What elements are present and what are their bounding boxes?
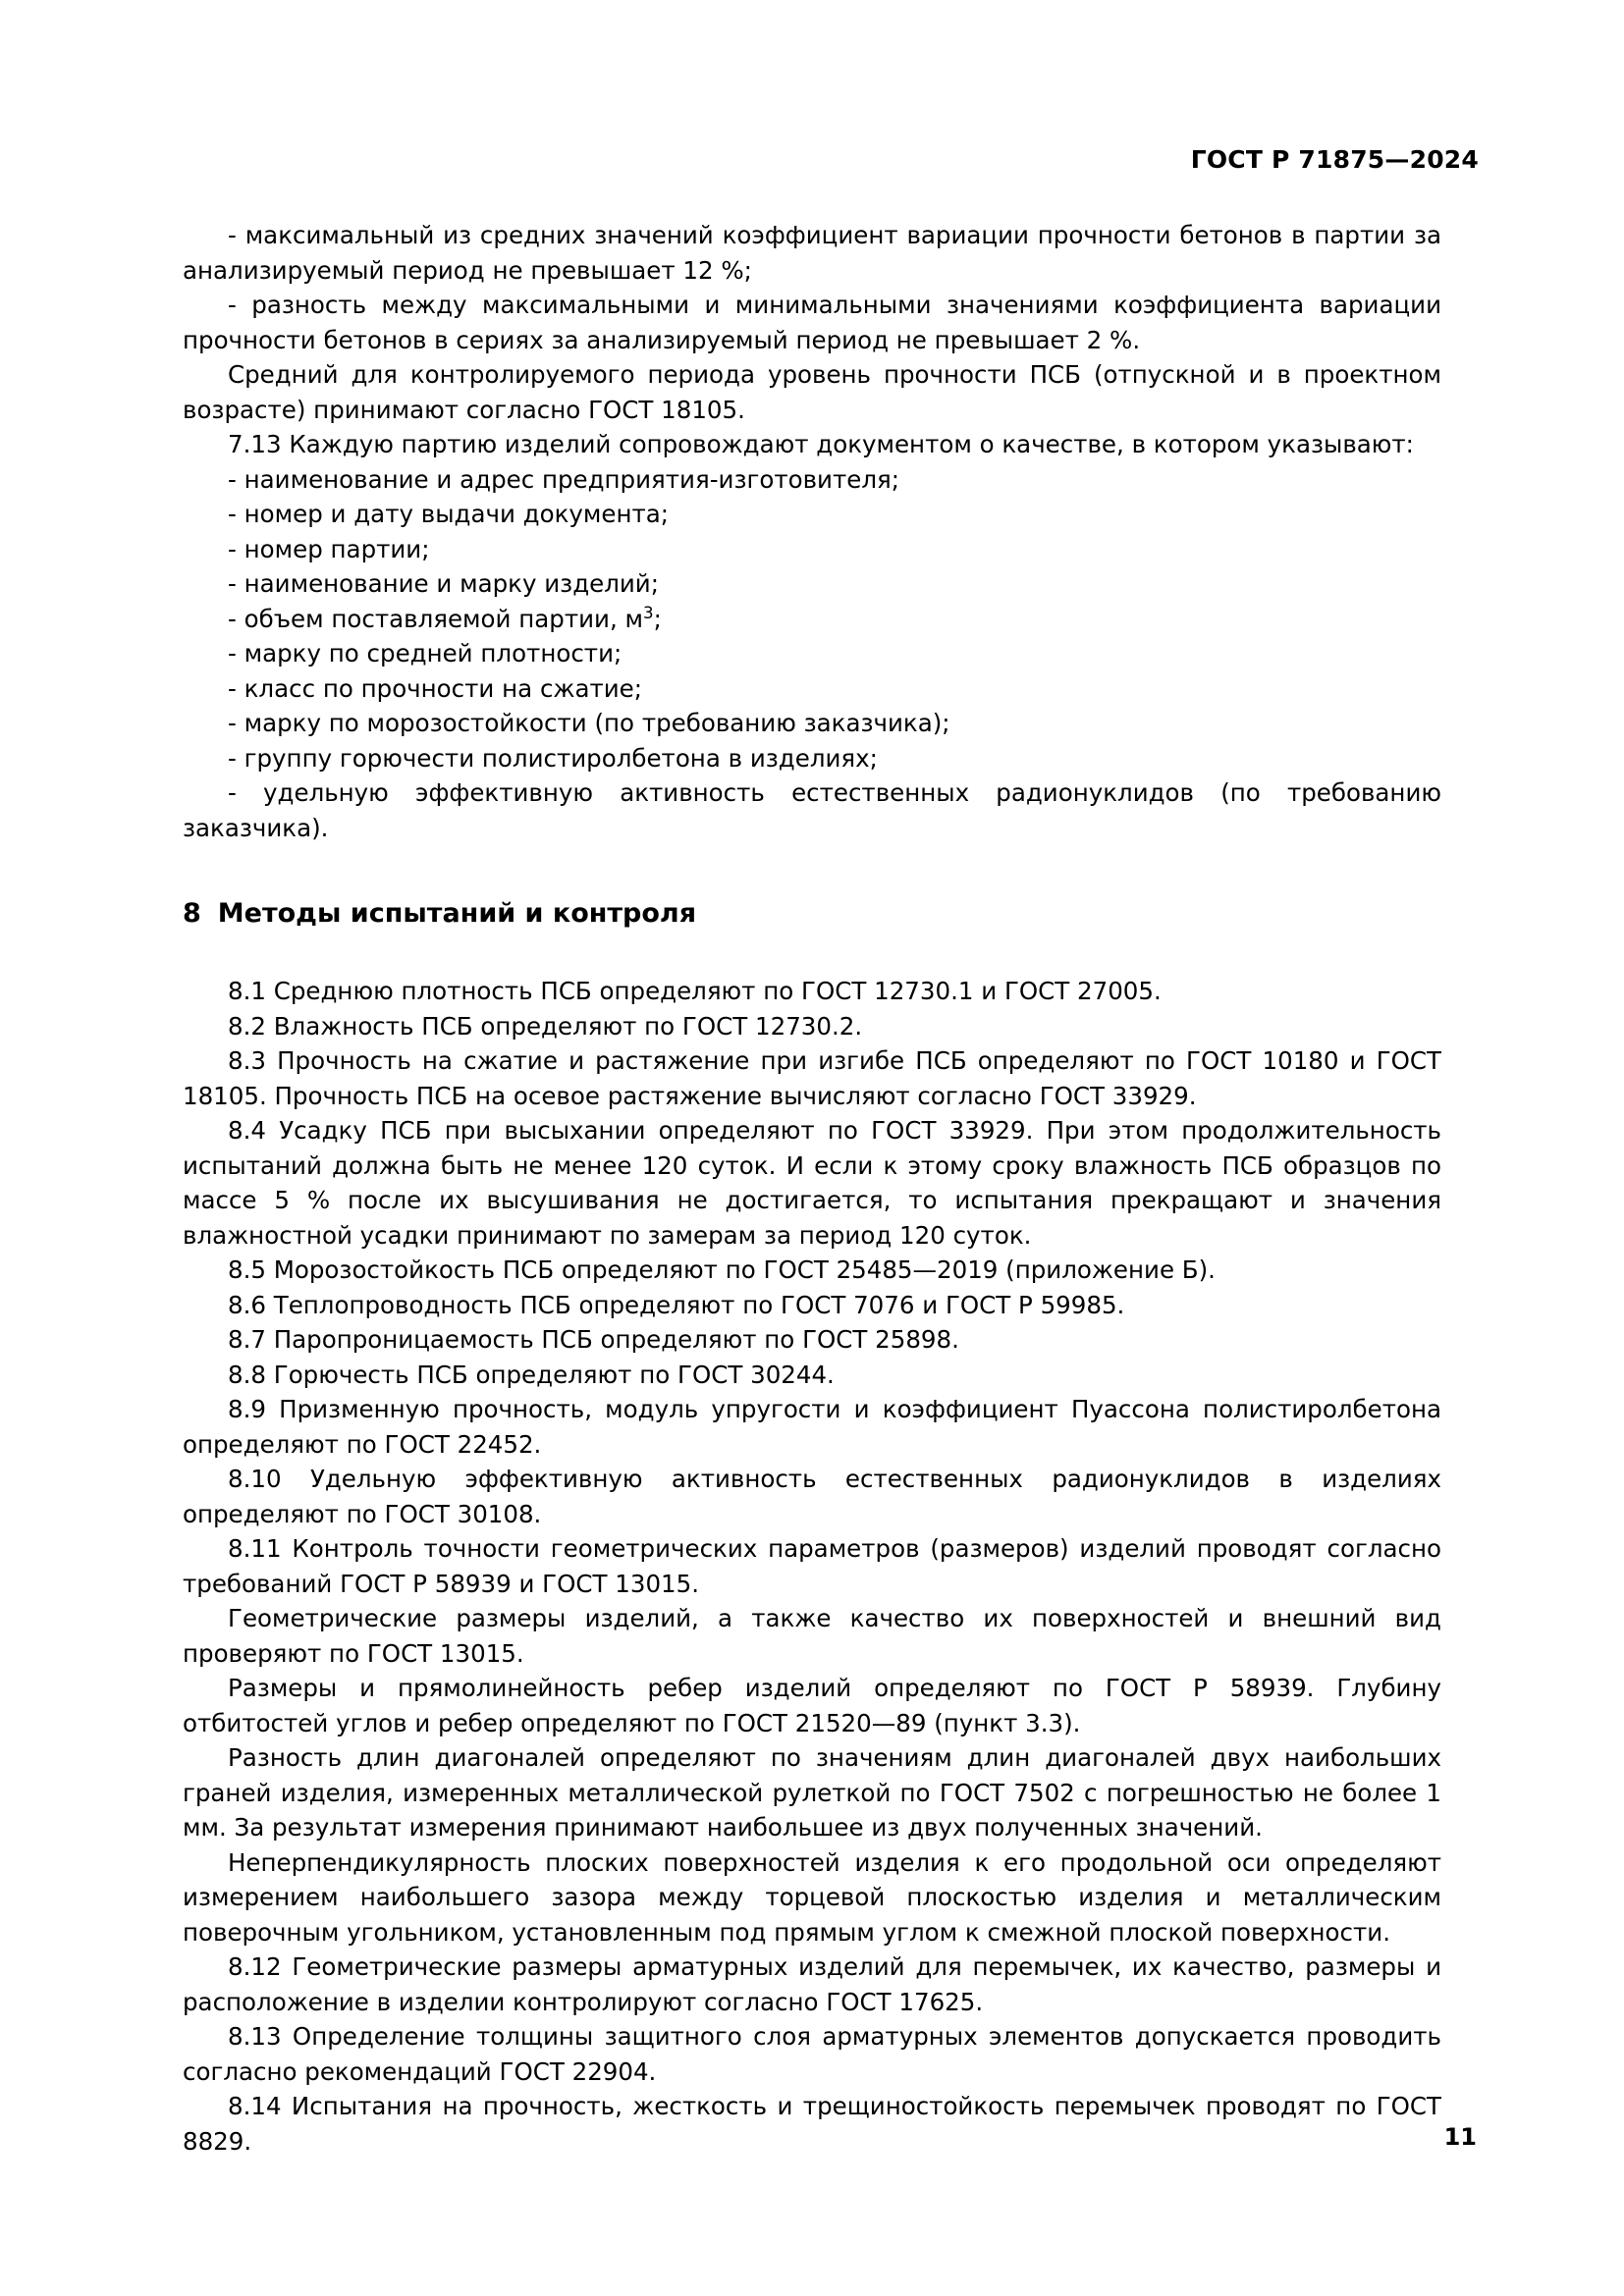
paragraph: 8.8 Горючесть ПСБ определяют по ГОСТ 30244. xyxy=(228,1360,835,1389)
list-item: - группу горючести полистиролбетона в изделиях; xyxy=(228,743,878,773)
list-item: - класс по прочности на сжатие; xyxy=(228,673,643,703)
section-title-text: Методы испытаний и контроля xyxy=(217,898,697,929)
list-item-volume-suffix: ; xyxy=(653,604,662,633)
paragraph: 8.9 Призменную прочность, модуль упругости и коэффициент Пуассона полистиролбетона определяют по ГОСТ 22452. xyxy=(183,1395,1441,1459)
paragraph: 8.13 Определение толщины защитного слоя арматурных элементов допускается проводить согласно рекомендаций ГОСТ 22904. xyxy=(183,2022,1441,2086)
paragraph: Разность длин диагоналей определяют по значениям длин диагоналей двух наибольших граней изделия, измеренных металлической рулеткой по ГОСТ 7502 с погрешностью не более 1 мм. За результат измерения принимают наибольшее из двух полученных значений. xyxy=(183,1743,1441,1842)
page-number: 11 xyxy=(1443,2123,1477,2151)
paragraph: 8.4 Усадку ПСБ при высыхании определяют по ГОСТ 33929. При этом продолжительность испытаний должна быть не менее 120 суток. И если к этому сроку влажность ПСБ образцов по массе 5 % после их высушивания не достигается, то испытания прекращают и значения влажностной усадки принимают по замерам за период 120 суток. xyxy=(183,1116,1441,1250)
paragraph: 8.2 Влажность ПСБ определяют по ГОСТ 12730.2. xyxy=(228,1011,863,1041)
list-item-volume xyxy=(183,602,1441,637)
list-item: - марку по морозостойкости (по требованию заказчика); xyxy=(228,709,950,737)
list-item: - наименование и марку изделий; xyxy=(228,569,659,598)
paragraph: Средний для контролируемого периода уровень прочности ПСБ (отпускной и в проектном возрасте) принимают согласно ГОСТ 18105. xyxy=(183,360,1441,424)
paragraph: 8.14 Испытания на прочность, жесткость и трещиностойкость перемычек проводят по ГОСТ 8829. xyxy=(183,2092,1441,2156)
paragraph: 8.10 Удельную эффективную активность естественных радионуклидов в изделиях определяют по ГОСТ 30108. xyxy=(183,1465,1441,1528)
paragraph: 8.6 Теплопроводность ПСБ определяют по ГОСТ 7076 и ГОСТ Р 59985. xyxy=(228,1290,1125,1319)
paragraph: - разность между максимальными и минимальными значениями коэффициента вариации прочности бетонов в сериях за анализируемый период не превышает 2 %. xyxy=(183,291,1441,354)
paragraph: Неперпендикулярность плоских поверхностей изделия к его продольной оси определяют измерением наибольшего зазора между торцевой плоскостью изделия и металлическим поверочным угольником, установленным под прямым углом к смежной плоской поверхности. xyxy=(183,1847,1441,1947)
superscript-exponent: 3 xyxy=(643,603,654,622)
list-item-volume-text: - объем поставляемой партии, м xyxy=(228,604,643,633)
paragraph: 7.13 Каждую партию изделий сопровождают документом о качестве, в котором указывают: xyxy=(228,430,1414,458)
list-item: - номер партии; xyxy=(228,534,430,563)
paragraph: Размеры и прямолинейность ребер изделий определяют по ГОСТ Р 58939. Глубину отбитостей углов и ребер определяют по ГОСТ 21520—89 (пункт 3.3). xyxy=(183,1674,1441,1737)
paragraph: 8.12 Геометрические размеры арматурных изделий для перемычек, их качество, размеры и расположение в изделии контролируют согласно ГОСТ 17625. xyxy=(183,1952,1441,2016)
page-content xyxy=(183,218,1441,2159)
list-item: - наименование и адрес предприятия-изготовителя; xyxy=(228,464,899,494)
page-header-standard-id: ГОСТ Р 71875—2024 xyxy=(1190,145,1479,174)
paragraph: - максимальный из средних значений коэффициент вариации прочности бетонов в партии за анализируемый период не превышает 12 %; xyxy=(183,221,1441,285)
paragraph: 8.3 Прочность на сжатие и растяжение при изгибе ПСБ определяют по ГОСТ 10180 и ГОСТ 18105. Прочность ПСБ на осевое растяжение вычисляют согласно ГОСТ 33929. xyxy=(183,1046,1441,1110)
paragraph: Геометрические размеры изделий, а также качество их поверхностей и внешний вид проверяют по ГОСТ 13015. xyxy=(183,1604,1441,1668)
section-heading-8 xyxy=(183,898,1441,929)
paragraph: 8.7 Паропроницаемость ПСБ определяют по ГОСТ 25898. xyxy=(228,1325,959,1354)
list-item: - марку по средней плотности; xyxy=(228,639,623,667)
paragraph: 8.5 Морозостойкость ПСБ определяют по ГОСТ 25485—2019 (приложение Б). xyxy=(228,1255,1216,1284)
list-item: - номер и дату выдачи документа; xyxy=(228,500,670,528)
paragraph: 8.11 Контроль точности геометрических параметров (размеров) изделий проводят согласно требований ГОСТ Р 58939 и ГОСТ 13015. xyxy=(183,1534,1441,1598)
section-number: 8 xyxy=(183,898,201,929)
paragraph: 8.1 Среднюю плотность ПСБ определяют по ГОСТ 12730.1 и ГОСТ 27005. xyxy=(228,977,1162,1005)
list-item: - удельную эффективную активность естественных радионуклидов (по требованию заказчика). xyxy=(183,778,1441,842)
